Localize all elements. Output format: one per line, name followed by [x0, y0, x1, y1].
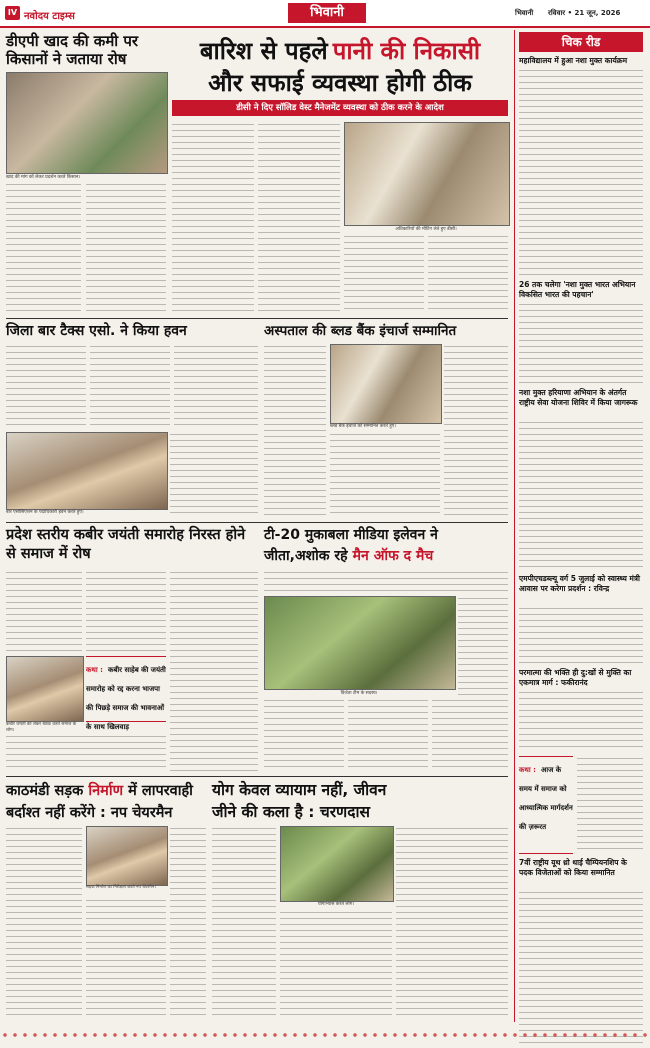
- t20-body-1: [264, 570, 508, 592]
- kabir-quote-box: [86, 656, 166, 731]
- rain-headline: [172, 34, 508, 67]
- sidebar-item-3-headline: नशा मुक्त हरियाणा अभियान के अंतर्गत राष्ट्रीय सेवा योजना शिविर में किया जागरूक: [519, 388, 638, 407]
- sidebar-item-5-body: [519, 690, 643, 752]
- yoga-caption: योगाभ्यास करते लोग।: [317, 902, 355, 907]
- rain-photo: [344, 122, 510, 226]
- page-number: IV: [5, 6, 20, 20]
- yoga-body-3: [396, 826, 508, 1018]
- t20-body-4: [348, 698, 428, 772]
- t20-headline-line1: टी-20 मुकाबला मीडिया इलेवन ने: [264, 527, 438, 543]
- rain-headline-part2: पानी की निकासी: [332, 37, 481, 65]
- bar-caption: बार एसोसिएशन के पदाधिकारी हवन करते हुए।: [6, 510, 84, 515]
- rain-body-1: [172, 122, 254, 314]
- bar-body-3: [174, 344, 258, 428]
- sidebar-title: चिक रीड: [519, 32, 643, 52]
- hospital-body-1: [264, 344, 326, 518]
- yoga-body-2: [280, 910, 392, 1018]
- rain-body-2: [258, 122, 340, 314]
- road-body-3: [170, 826, 206, 1018]
- kabir-headline: प्रदेश स्तरीय कबीर जयंती समारोह निरस्त होने से समाज में रोष: [6, 527, 246, 562]
- rain-body-4: [428, 234, 508, 314]
- kabir-photo: [6, 656, 84, 722]
- sidebar-item-1-body: [519, 68, 643, 276]
- yoga-headline-line1: योग केवल व्यायाम नहीं, जीवन: [212, 781, 387, 799]
- hospital-body-3: [330, 432, 440, 518]
- dap-caption: खाद की मांग को लेकर प्रदर्शन करते किसान।: [6, 175, 81, 180]
- sidebar-item-1-headline: महाविद्यालय में हुआ नशा मुक्त कार्यक्रम: [519, 56, 628, 65]
- dap-body-2: [86, 182, 166, 314]
- kabir-body-3: [170, 570, 258, 772]
- kabir-quote-label: कथा :: [86, 666, 103, 674]
- yoga-body-1: [212, 826, 276, 1018]
- sidebar-item-2-headline: 26 तक चलेगा 'नशा मुक्त भारत अभियान विकसित भारत की पहचान': [519, 280, 636, 299]
- sidebar-item-4-body: [519, 606, 643, 664]
- bar-photo: [6, 432, 168, 510]
- road-photo: [86, 826, 168, 886]
- road-headline-line2: बर्दाश्त नहीं करेंगे : नप चेयरमैन: [6, 805, 173, 821]
- road-headline-line1: [6, 780, 206, 800]
- section-title: भिवानी: [288, 3, 366, 23]
- kabir-quote-text: कबीर साहेब की जयंती समारोह को रद्द करना भाजपा की पिछड़े समाज की भावनाओं के साथ खिलवाड़: [86, 666, 166, 731]
- sidebar-item-5-headline: परमात्मा की भक्ति ही दु:खों से मुक्ति का एकमात्र मार्ग : फकीरानंद: [519, 668, 632, 687]
- bar-body-1: [6, 344, 86, 428]
- hospital-body-2: [444, 344, 508, 518]
- bar-body-4: [170, 432, 258, 518]
- yoga-photo: [280, 826, 394, 902]
- t20-caption: विजेता टीम के सदस्य।: [340, 691, 378, 696]
- t20-body-3: [264, 698, 344, 772]
- rain-body-3: [344, 234, 424, 314]
- sidebar-item-5-body-2: [577, 756, 643, 852]
- road-headline-part1: काठमंडी सड़क: [6, 783, 84, 799]
- sidebar-item-6-headline: 7वीं राष्ट्रीय यूथ थ्रो थाई चैम्पियनशिप के पदक विजेताओं को किया सम्मानित: [519, 858, 627, 877]
- kabir-body-2: [86, 570, 166, 652]
- rain-subhead: डीसी ने दिए सॉलिड वेस्ट मैनेजमेंट व्यवस्था को ठीक करने के आदेश: [172, 100, 508, 116]
- masthead: [0, 0, 650, 26]
- sidebar-item-4-headline: एमपीएचडब्ल्यू वर्ग 5 जुलाई को स्वास्थ्य मंत्री आवास पर करेगा प्रदर्शन : रविन्द्र: [519, 574, 641, 593]
- dap-headline: डीएपी खाद की कमी पर किसानों ने जताया रोष: [6, 32, 139, 68]
- t20-body-2: [458, 596, 508, 696]
- t20-headline-part1: जीता,अशोक रहे: [264, 548, 348, 564]
- sidebar-quote-box: [519, 756, 573, 854]
- kabir-body-4: [6, 734, 166, 772]
- registration-marks: [0, 1031, 650, 1039]
- rain-caption: अधिकारियों की मीटिंग लेते हुए डीसी।: [395, 227, 457, 232]
- road-headline-part3: में लापरवाही: [128, 783, 193, 799]
- hospital-caption: ब्लड बैंक इंचार्ज को सम्मानित करते हुए।: [330, 424, 397, 429]
- t20-headline-part2: मैन ऑफ द मैच: [352, 548, 434, 564]
- t20-photo: [264, 596, 456, 690]
- road-body-1: [6, 826, 82, 1018]
- kabir-body-1: [6, 570, 82, 652]
- dap-photo: [6, 72, 168, 174]
- sidebar-quote-text: आज के समय में समाज को आध्यात्मिक मार्गदर्शन की ज़रूरत: [519, 766, 573, 831]
- paper-name: नवोदय टाइम्स: [24, 11, 75, 22]
- road-caption: सड़क निर्माण का निरीक्षण करते नप चेयरमैन।: [86, 885, 156, 890]
- rain-headline-part1: बारिश से पहले: [199, 37, 328, 65]
- road-body-2: [86, 898, 166, 1018]
- t20-body-5: [432, 698, 508, 772]
- hospital-photo: [330, 344, 442, 424]
- edition-name: भिवानी: [515, 9, 534, 17]
- kabir-caption: कबीर जयंती को लेकर बैठक करते समाज के लोग।: [6, 722, 77, 733]
- sidebar-item-3-body: [519, 420, 643, 570]
- yoga-headline-line2: जीने की कला है : चरणदास: [212, 803, 370, 821]
- sidebar-quote-label: कथा :: [519, 766, 536, 774]
- bar-body-2: [90, 344, 170, 428]
- road-headline-part2: निर्माण: [88, 783, 124, 799]
- edition-date: रविवार • 21 जून, 2026: [548, 9, 621, 17]
- dap-body: [6, 182, 81, 314]
- sidebar-item-2-body: [519, 302, 643, 384]
- bar-headline: जिला बार टैक्स एसो. ने किया हवन: [6, 323, 187, 339]
- rain-headline-line2: और सफाई व्यवस्था होगी ठीक: [208, 69, 472, 97]
- sidebar: [514, 30, 645, 1022]
- sidebar-item-6-body: [519, 890, 643, 1048]
- hospital-headline: अस्पताल की ब्लड बैंक इंचार्ज सम्मानित: [264, 323, 457, 339]
- t20-headline-line2: [264, 545, 508, 565]
